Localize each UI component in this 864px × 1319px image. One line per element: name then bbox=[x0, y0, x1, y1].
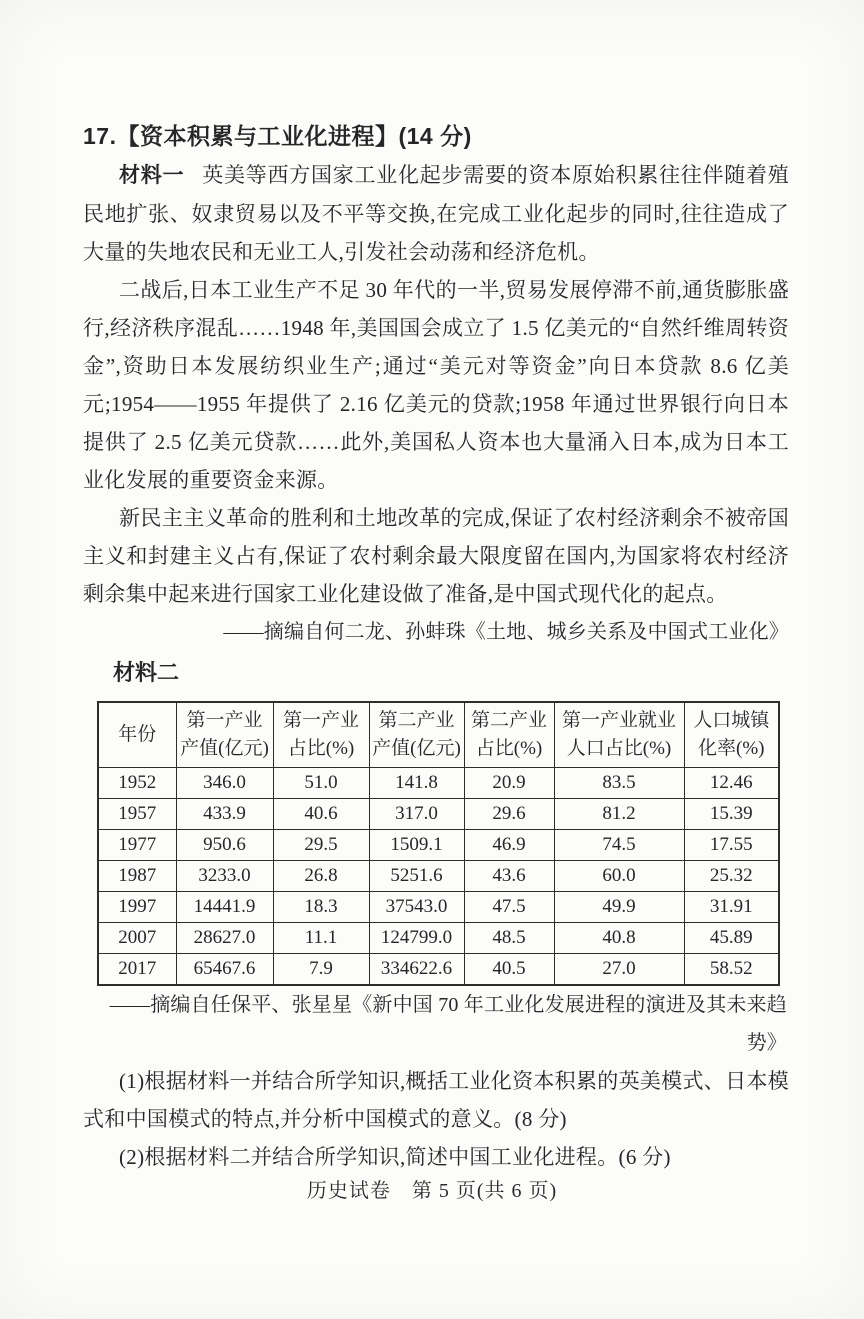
industry-data-table bbox=[97, 701, 780, 986]
table-cell: 1987 bbox=[98, 861, 176, 892]
table-cell: 27.0 bbox=[554, 954, 684, 986]
table-cell: 40.8 bbox=[554, 923, 684, 954]
question-score: (14 分) bbox=[398, 123, 472, 149]
table-cell: 48.5 bbox=[464, 923, 554, 954]
column-header: 第一产业就业 人口占比(%) bbox=[554, 702, 684, 768]
table-cell: 29.5 bbox=[273, 830, 369, 861]
table-cell: 47.5 bbox=[464, 892, 554, 923]
table-cell: 1952 bbox=[98, 768, 176, 799]
table-cell: 40.6 bbox=[273, 799, 369, 830]
sub-question-2: (2)根据材料二并结合所学知识,简述中国工业化进程。(6 分) bbox=[119, 1145, 671, 1169]
table-row bbox=[98, 892, 779, 923]
table-cell: 3233.0 bbox=[176, 861, 273, 892]
table-cell: 51.0 bbox=[273, 768, 369, 799]
table-cell: 2007 bbox=[98, 923, 176, 954]
question-number: 17. bbox=[83, 123, 117, 149]
sub-question-1: (1)根据材料一并结合所学知识,概括工业化资本积累的英美模式、日本模式和中国模式的特点,并分析中国模式的意义。(8 分) bbox=[83, 1069, 789, 1131]
table-cell: 40.5 bbox=[464, 954, 554, 986]
table-cell: 17.55 bbox=[684, 830, 779, 861]
table-cell: 2017 bbox=[98, 954, 176, 986]
table-row bbox=[98, 768, 779, 799]
question-title-text: 【资本积累与工业化进程】 bbox=[116, 123, 399, 149]
table-cell: 74.5 bbox=[554, 830, 684, 861]
table-cell: 11.1 bbox=[273, 923, 369, 954]
material-one-label: 材料一 bbox=[119, 164, 185, 187]
page-content bbox=[83, 116, 789, 1176]
table-row bbox=[98, 861, 779, 892]
table-cell: 346.0 bbox=[176, 768, 273, 799]
table-row bbox=[98, 799, 779, 830]
table-cell: 5251.6 bbox=[369, 861, 464, 892]
table-cell: 46.9 bbox=[464, 830, 554, 861]
table-cell: 31.91 bbox=[684, 892, 779, 923]
table-row bbox=[98, 954, 779, 986]
table-cell: 83.5 bbox=[554, 768, 684, 799]
table-cell: 1957 bbox=[98, 799, 176, 830]
table-cell: 1977 bbox=[98, 830, 176, 861]
table-row bbox=[98, 923, 779, 954]
table-cell: 334622.6 bbox=[369, 954, 464, 986]
table-cell: 141.8 bbox=[369, 768, 464, 799]
column-header: 第二产业 占比(%) bbox=[464, 702, 554, 768]
table-cell: 124799.0 bbox=[369, 923, 464, 954]
material-two-label: 材料二 bbox=[113, 660, 180, 685]
table-cell: 1997 bbox=[98, 892, 176, 923]
material-one-source: ——摘编自何二龙、孙蚌珠《土地、城乡关系及中国式工业化》 bbox=[223, 621, 789, 643]
table-cell: 20.9 bbox=[464, 768, 554, 799]
table-cell: 60.0 bbox=[554, 861, 684, 892]
table-cell: 81.2 bbox=[554, 799, 684, 830]
material-one-paragraph-text: 英美等西方国家工业化起步需要的资本原始积累往往伴随着殖民地扩张、奴隶贸易以及不平等交换,在完成工业化起步的同时,往往造成了大量的失地农民和无业工人,引发社会动荡和经济危机。 bbox=[83, 163, 789, 264]
table-cell: 18.3 bbox=[273, 892, 369, 923]
table-cell: 25.32 bbox=[684, 861, 779, 892]
table-row bbox=[98, 830, 779, 861]
table-cell: 14441.9 bbox=[176, 892, 273, 923]
table-cell: 433.9 bbox=[176, 799, 273, 830]
table-cell: 950.6 bbox=[176, 830, 273, 861]
table-cell: 28627.0 bbox=[176, 923, 273, 954]
table-cell: 49.9 bbox=[554, 892, 684, 923]
question-title bbox=[83, 116, 789, 156]
table-cell: 45.89 bbox=[684, 923, 779, 954]
table-cell: 7.9 bbox=[273, 954, 369, 986]
table-cell: 65467.6 bbox=[176, 954, 273, 986]
table-cell: 43.6 bbox=[464, 861, 554, 892]
material-two-source: ——摘编自任保平、张星星《新中国 70 年工业化发展进程的演进及其未来趋势》 bbox=[109, 994, 787, 1054]
table-cell: 29.6 bbox=[464, 799, 554, 830]
column-header: 第一产业 占比(%) bbox=[273, 702, 369, 768]
material-one-paragraph: 新民主主义革命的胜利和土地改革的完成,保证了农村经济剩余不被帝国主义和封建主义占有,保证了农村剩余最大限度留在国内,为国家将农村经济剩余集中起来进行国家工业化建设做了准备,是中国式现代化的起点。 bbox=[83, 506, 789, 606]
page-footer: 历史试卷 第 5 页(共 6 页) bbox=[306, 1180, 558, 1202]
table-cell: 1509.1 bbox=[369, 830, 464, 861]
table-cell: 26.8 bbox=[273, 861, 369, 892]
column-header: 第一产业 产值(亿元) bbox=[176, 702, 273, 768]
column-header: 第二产业 产值(亿元) bbox=[369, 702, 464, 768]
table-cell: 12.46 bbox=[684, 768, 779, 799]
table-header-row bbox=[98, 702, 779, 768]
table-cell: 58.52 bbox=[684, 954, 779, 986]
column-header: 人口城镇 化率(%) bbox=[684, 702, 779, 768]
table-cell: 15.39 bbox=[684, 799, 779, 830]
column-header: 年份 bbox=[98, 702, 176, 768]
material-one-paragraph: 二战后,日本工业生产不足 30 年代的一半,贸易发展停滞不前,通货膨胀盛行,经济秩序混乱……1948 年,美国国会成立了 1.5 亿美元的“自然纤维周转资金”,资助日本发展纺织业生产;通过“美元对等资金”向日本贷款 8.6 亿美元;1954——1955 年提供了 2.16 亿美元的贷款;1958 年通过世界银行向日本提供了 2.5 亿美元贷款……此外,美国私人资本也大量涌入日本,成为日本工业化发展的重要资金来源。 bbox=[83, 278, 789, 492]
material-one-paragraph bbox=[83, 156, 789, 271]
table-cell: 37543.0 bbox=[369, 892, 464, 923]
table-cell: 317.0 bbox=[369, 799, 464, 830]
